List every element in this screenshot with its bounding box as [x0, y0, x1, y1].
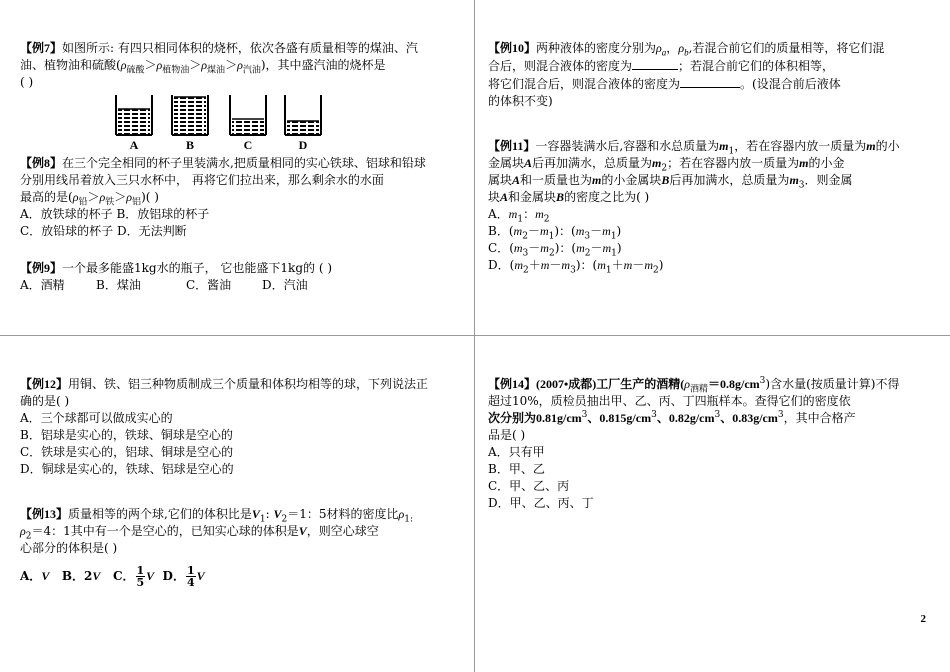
example-13: 【例13】质量相等的两个球,它们的体积比是$V_1$: $V_2=1$：5材料的密度比$\rho_{1:}$ $\rho_2=4$：1其中有一个是空心的，已知实心球的体积是V，则空心球空 心部分的体积是( ) A．V B．2V C． $\frac{1}{5}$ V D． $\frac{1}{4}$ V: [20, 506, 460, 588]
example-14-label: 【例14】: [488, 377, 537, 391]
example-14: 【例14】(2007•成都)工厂生产的酒精$(\rho_{酒精}=0.8g/cm^3)$含水量(按质量计算)不得 超过10%，质检员抽出甲、乙、丙、丁四瓶样本。查得它们的密度依 次分别为$0.81g/cm^3$、$0.815g/cm^3$、$0.82g/cm^3$、$0.83g/cm^3$，其中合格产 品是( ) A．只有甲 B．甲、乙 C．甲、乙、丙 D．甲、乙、丙、丁: [488, 376, 930, 512]
page-number: 2: [920, 613, 926, 625]
example-10-label: 【例10】: [488, 41, 537, 55]
beaker-label-d: D: [298, 138, 308, 151]
example-14-option-c: C．甲、乙、丙: [488, 479, 570, 493]
beaker-label-a: A: [129, 138, 139, 151]
beaker-c: [230, 95, 266, 135]
example-8: 【例8】在三个完全相同的杯子里装满水,把质量相同的实心铁球、铝球和铅球 分别用线吊着放入三只水杯中， 再将它们拉出来，那么剩余水的水面 最高的是$(\rho_铅>\rho_铁>\rho_铝)$( ) A．放铁球的杯子 B．放铝球的杯子 C．放铅球的杯子 D．无法判断: [20, 155, 460, 240]
fraction-one-fourth: $\frac{1}{4}$: [186, 564, 195, 589]
beakers-svg: [108, 93, 338, 151]
quadrant-bottom-left: [20, 376, 460, 588]
horizontal-divider: [0, 335, 950, 336]
beaker-a: [116, 95, 152, 135]
example-14-option-a: A．只有甲: [488, 445, 545, 459]
beaker-b: [172, 95, 208, 135]
example-9-options: A．酒精 B．煤油 C．酱油 D．汽油: [20, 278, 308, 292]
example-13-label: 【例13】: [20, 507, 69, 521]
quadrant-top-right: [488, 40, 930, 274]
example-11: 【例11】一容器装满水后,容器和水总质量为$m_1$，若在容器内放一质量为m的小 金属块A后再加满水，总质量为$m_2$；若在容器内放一质量为m的小金 属块A和一质量也为m的小金属块B后再加满水，总质量为$m_3$．则金属 块A和金属块B的密度之比为( ) A．$m_1$：$m_2$ B．$(m_2-m_1)$：$(m_3-m_1)$ C．$(m_3-m_2)$：$(m_2-m_1)$ D．$(m_2+m-m_3)$：$(m_1+m-m_2)$: [488, 138, 930, 274]
beaker-label-c: C: [243, 138, 253, 151]
fraction-one-fifth: $\frac{1}{5}$: [136, 564, 145, 589]
beaker-d: [285, 95, 321, 135]
example-12-option-a: A．三个球都可以做成实心的: [20, 411, 173, 425]
example-12-label: 【例12】: [20, 377, 69, 391]
beaker-label-b: B: [185, 138, 195, 151]
example-11-option-d: D．$(m_2+m-m_3)$：$(m_1+m-m_2)$: [488, 258, 664, 276]
example-11-option-a: A．$m_1$：$m_2$: [488, 207, 550, 225]
quadrant-bottom-right: [488, 376, 930, 512]
example-8-option-ab: A．放铁球的杯子 B．放铝球的杯子: [20, 207, 210, 221]
example-10: 【例10】两种液体的密度分别为$\rho_a$，$\rho_b$,若混合前它们的质量相等，将它们混 合后，则混合液体的密度为 ；若混合前它们的体积相等， 将它们混合后，则混合液体的密度为 。(设混合前后液体 的体积不变): [488, 41, 885, 108]
answer-blank-1[interactable]: [632, 57, 678, 70]
example-14-option-b: B．甲、乙: [488, 462, 545, 476]
beaker-figure: [108, 93, 460, 151]
example-14-option-d: D．甲、乙、丙、丁: [488, 496, 594, 510]
example-12-option-b: B．铝球是实心的，铁球、铜球是空心的: [20, 428, 233, 442]
example-12: 【例12】用铜、铁、铝三种物质制成三个质量和体积均相等的球，下列说法正 确的是( ) A．三个球都可以做成实心的 B．铝球是实心的，铁球、铜球是空心的 C．铁球是实心的，铝球、铜球是空心的 D．铜球是实心的，铁球、铝球是空心的: [20, 376, 460, 478]
example-11-option-b: B．$(m_2-m_1)$：$(m_3-m_1)$: [488, 224, 622, 242]
example-11-label: 【例11】: [488, 139, 536, 153]
example-9: 【例9】一个最多能盛1kg水的瓶子， 它也能盛下1kg的 ( ) A．酒精 B．煤油 C．酱油 D．汽油: [20, 260, 460, 294]
example-9-label: 【例9】: [20, 261, 63, 275]
example-13-options: A．V B．2V C． $\frac{1}{5}$ V D． $\frac{1}{4}$ V: [20, 564, 205, 589]
answer-blank-2[interactable]: [680, 75, 740, 88]
vertical-divider: [474, 0, 475, 672]
example-8-label: 【例8】: [20, 156, 63, 170]
example-12-option-c: C．铁球是实心的，铝球、铜球是空心的: [20, 445, 234, 459]
example-11-option-c: C．$(m_3-m_2)$：$(m_2-m_1)$: [488, 241, 622, 259]
example-12-option-d: D．铜球是实心的，铁球、铝球是空心的: [20, 462, 234, 476]
example-7: 【例7】如图所示: 有四只相同体积的烧杯，依次各盛有质量相等的煤油、汽 油、植物油和硫酸$(\rho_{硫酸}>\rho_{植物油}>\rho_{煤油}>\rho_{汽油})$，其中盛汽油的烧杯是 ( ) A B C D: [20, 40, 460, 151]
example-7-label: 【例7】: [20, 41, 63, 55]
quadrant-top-left: [20, 40, 460, 294]
example-8-option-cd: C．放铅球的杯子 D．无法判断: [20, 224, 187, 238]
